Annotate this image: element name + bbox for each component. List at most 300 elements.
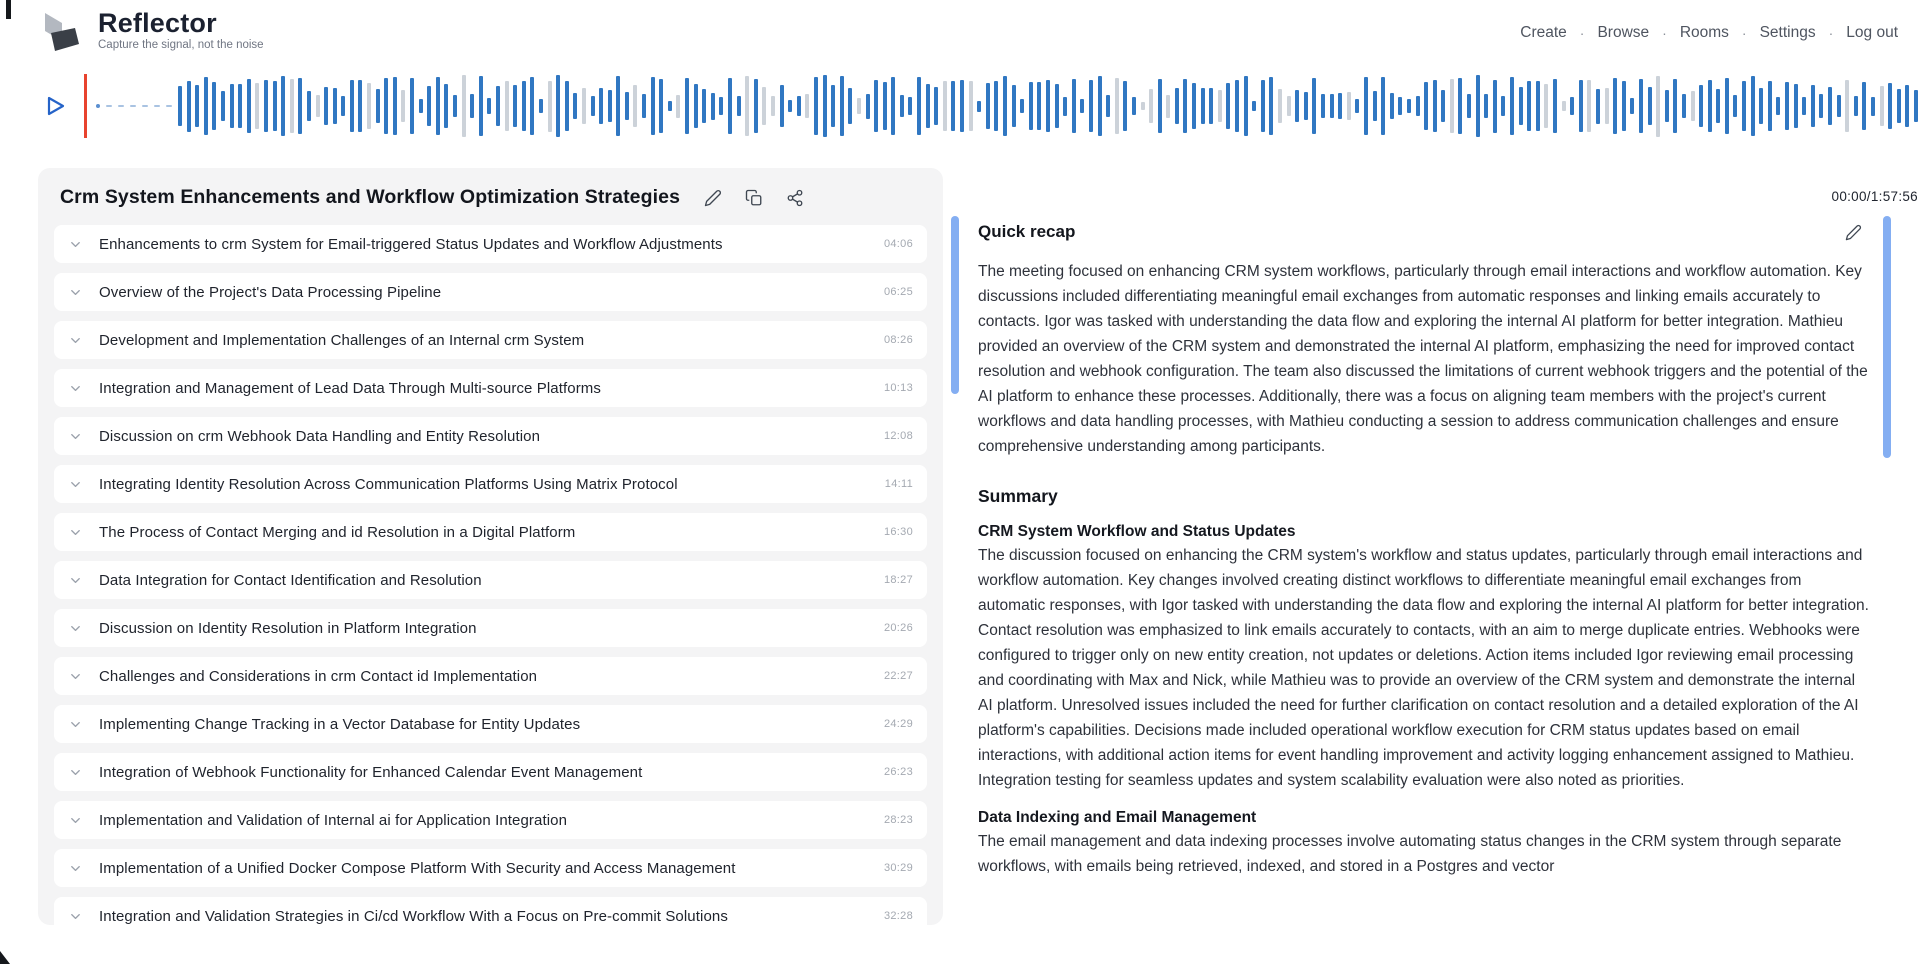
- waveform-bar: [1630, 98, 1634, 114]
- topic-row[interactable]: [54, 657, 927, 695]
- waveform-bar: [1063, 97, 1067, 116]
- waveform-bar: [539, 99, 543, 113]
- waveform-bar: [685, 78, 689, 135]
- waveform-bar: [780, 85, 784, 127]
- waveform-bar: [1295, 90, 1299, 121]
- waveform-bar: [1794, 84, 1798, 127]
- waveform-bar: [565, 81, 569, 132]
- waveform-bar: [591, 96, 595, 117]
- share-icon: [786, 189, 804, 207]
- waveform-bar: [711, 93, 715, 120]
- waveform-bar: [1175, 88, 1179, 124]
- waveform-bar: [1441, 90, 1445, 122]
- waveform-bar: [1914, 90, 1918, 122]
- waveform-bar: [573, 93, 577, 118]
- waveform-silence-dash: [154, 105, 160, 108]
- chevron-down-icon[interactable]: [68, 333, 83, 348]
- waveform-bar: [1501, 96, 1505, 116]
- waveform-bar: [436, 77, 440, 134]
- waveform-bar: [1759, 88, 1763, 125]
- waveform-bar: [453, 95, 457, 117]
- waveform-bar: [1347, 92, 1351, 121]
- waveform-bar: [694, 84, 698, 127]
- chevron-down-icon: [68, 285, 83, 300]
- chevron-down-icon: [68, 237, 83, 252]
- waveform-bar: [1029, 82, 1033, 130]
- chevron-down-icon[interactable]: [68, 717, 83, 732]
- nav-separator: ·: [1662, 25, 1667, 41]
- waveform-bar: [1811, 85, 1815, 127]
- waveform-bar: [548, 81, 552, 132]
- topic-row[interactable]: [54, 801, 927, 839]
- topic-row[interactable]: [54, 705, 927, 743]
- waveform-bar: [522, 81, 526, 131]
- topic-label: Integration and Validation Strategies in Ci/cd Workflow With a Focus on Pre-commit Solutions: [99, 907, 728, 925]
- waveform-bar: [264, 80, 268, 132]
- waveform-silence-dash: [106, 105, 112, 108]
- waveform-bar: [883, 82, 887, 130]
- waveform-silence-dash: [96, 104, 100, 108]
- waveform-bar: [891, 77, 895, 136]
- waveform-bar: [771, 96, 775, 115]
- waveform-bar: [668, 101, 672, 112]
- waveform-bar: [316, 95, 320, 117]
- waveform-bar: [1123, 81, 1127, 131]
- waveform-bar: [943, 81, 947, 131]
- waveform-bar: [341, 96, 345, 116]
- waveform-bar: [1115, 78, 1119, 133]
- topic-row[interactable]: [54, 753, 927, 791]
- summary-section: [978, 809, 1870, 879]
- waveform-bar: [599, 88, 603, 124]
- chevron-down-icon[interactable]: [68, 381, 83, 396]
- section-body: The discussion focused on enhancing the CRM system's workflow and status updates, particularly through email interactions and workflow automation. Key changes involved creating distinct workflows to differentiate meaningful email exchanges from automatic responses, with Igor tasked with understanding the data flow and exploring the internal AI platform for better integration. Contact resolution was emphasized to link emails accurately to contacts, with an aim to merge duplicate entries. Webhooks were configured to trigger only on new entity creation, not updates or deletions. Action items included Igor reviewing email processing and coordinating with Max and Nick, while Mathieu was to provide an overview of the CRM system and demonstrate the internal AI platform. Unresolved issues included the need for further clarification on contact resolution and a detailed exploration of the AI platform's capabilities. Decisions made included operational workflow execution for CRM status updates based on email interactions, with additional action items for event handling improvement and activity logging enhancement assigned to Mathieu. Integration testing for seamless updates and system scalability evaluation were also noted as priorities.: [978, 547, 1869, 789]
- waveform-bar: [367, 83, 371, 129]
- waveform-bar: [350, 80, 354, 131]
- copy-icon: [745, 189, 763, 207]
- waveform-bar: [934, 87, 938, 125]
- waveform-bar: [1261, 80, 1265, 132]
- chevron-down-icon: [68, 525, 83, 540]
- topic-label: Integration of Webhook Functionality for Enhanced Calendar Event Management: [99, 763, 643, 781]
- waveform-silence-dash: [166, 105, 172, 108]
- waveform-bar: [900, 95, 904, 117]
- playhead-cursor[interactable]: [84, 74, 87, 138]
- waveform-bar: [487, 98, 491, 114]
- play-icon: [47, 96, 65, 116]
- screen-artifact: [0, 951, 10, 964]
- waveform-bar: [702, 89, 706, 124]
- waveform-bar: [1458, 78, 1462, 134]
- waveform-bar: [960, 80, 964, 131]
- waveform-bar: [212, 82, 216, 130]
- waveform-bar: [1149, 89, 1153, 124]
- edit-recap-button[interactable]: [1845, 224, 1862, 241]
- waveform-bar: [204, 77, 208, 135]
- topic-row[interactable]: [54, 225, 927, 263]
- waveform-bar: [1278, 89, 1282, 123]
- waveform-bar: [1424, 82, 1428, 130]
- waveform-bar: [1183, 79, 1187, 133]
- topic-row[interactable]: [54, 321, 927, 359]
- waveform-bar: [230, 84, 234, 128]
- topic-row[interactable]: [54, 897, 927, 925]
- waveform-bar: [1312, 78, 1316, 133]
- waveform-bar: [1450, 79, 1454, 132]
- waveform-bar: [1613, 78, 1617, 134]
- waveform-bar: [307, 91, 311, 121]
- chevron-down-icon: [68, 573, 83, 588]
- chevron-down-icon: [68, 477, 83, 492]
- topic-label: Integrating Identity Resolution Across Communication Platforms Using Matrix Protocol: [99, 475, 678, 493]
- waveform-bar: [1381, 77, 1385, 134]
- waveform-bar: [762, 87, 766, 125]
- topic-label: Data Integration for Contact Identification and Resolution: [99, 571, 482, 589]
- quick-recap-body: The meeting focused on enhancing CRM system workflows, particularly through email interactions and workflow automation. Key discussions included differentiating meaningful email exchanges from automatic responses and linking emails accurately to contacts. Igor was tasked with understanding the data flow and exploring the internal AI platform for better integration. Mathieu provided an overview of the CRM system and demonstrated the internal AI platform, emphasizing the need for improved contact resolution and webhook configuration. The team also discussed the limitations of current webhook triggers and the potential of the AI platform to enhance these processes. Additionally, there was a focus on aligning team members with the project's current workflows and data handling processes, with Mathieu conducting a session to address communication challenges and ensure comprehensive understanding among participants.: [978, 263, 1868, 455]
- waveform-bar: [187, 81, 191, 132]
- chevron-down-icon: [68, 621, 83, 636]
- waveform-bar: [1837, 95, 1841, 117]
- waveform-bar: [608, 90, 612, 123]
- waveform-bar: [1493, 80, 1497, 133]
- nav-settings[interactable]: Settings: [1759, 24, 1816, 41]
- waveform-bar: [857, 98, 861, 115]
- waveform-bar: [676, 95, 680, 118]
- waveform-bar: [496, 86, 500, 126]
- nav-separator: ·: [1828, 25, 1834, 41]
- waveform-bar: [908, 97, 912, 116]
- waveform-bar: [410, 78, 414, 135]
- nav-rooms[interactable]: Rooms: [1679, 24, 1729, 41]
- nav-create[interactable]: Create: [1520, 24, 1567, 41]
- topic-timestamp: 12:08: [883, 430, 913, 442]
- waveform-bar: [1244, 76, 1248, 136]
- topic-label: Overview of the Project's Data Processing Pipeline: [99, 283, 442, 301]
- topic-label: Enhancements to crm System for Email-triggered Status Updates and Workflow Adjustments: [99, 235, 723, 253]
- topic-timestamp: 28:23: [883, 814, 913, 826]
- waveform-bar: [582, 88, 586, 124]
- nav-browse[interactable]: Browse: [1597, 24, 1650, 41]
- waveform-bar: [393, 77, 397, 135]
- topic-row[interactable]: [54, 513, 927, 551]
- topic-row[interactable]: [54, 369, 927, 407]
- waveform-bar: [1562, 101, 1566, 111]
- chevron-down-icon[interactable]: [68, 429, 83, 444]
- waveform-bar: [273, 81, 277, 132]
- waveform-bar: [1802, 97, 1806, 115]
- chevron-down-icon[interactable]: [68, 573, 83, 588]
- chevron-down-icon: [68, 813, 83, 828]
- waveform-bar: [324, 87, 328, 125]
- waveform-bar: [1699, 85, 1703, 128]
- waveform-bar: [737, 96, 741, 117]
- topic-label: Development and Implementation Challenges of an Internal crm System: [99, 331, 585, 349]
- waveform-bar: [951, 81, 955, 131]
- summary-scrollbar[interactable]: [1883, 216, 1891, 458]
- waveform-bar: [1708, 80, 1712, 131]
- waveform-bar: [1510, 77, 1514, 134]
- waveform-track[interactable]: [96, 74, 1920, 138]
- waveform-bar: [427, 86, 431, 127]
- waveform-bar: [290, 79, 294, 133]
- waveform-bar: [479, 76, 483, 135]
- waveform-bar: [866, 94, 870, 119]
- waveform-bar: [298, 78, 302, 134]
- waveform-bar: [977, 101, 981, 112]
- waveform-bar: [633, 85, 637, 128]
- waveform-bar: [917, 77, 921, 136]
- waveform-bar: [1785, 82, 1789, 129]
- waveform-silence-dash: [142, 105, 148, 108]
- nav-separator: ·: [1579, 25, 1585, 41]
- topic-label: The Process of Contact Merging and id Resolution in a Digital Platform: [99, 523, 576, 541]
- waveform-bar: [1364, 77, 1368, 136]
- topic-timestamp: 20:26: [883, 622, 913, 634]
- waveform-bar: [1080, 99, 1084, 114]
- waveform-bar: [444, 84, 448, 129]
- waveform-bar: [659, 79, 663, 133]
- time-display: 00:00/1:57:56: [1831, 189, 1918, 204]
- waveform-bar: [1020, 99, 1024, 112]
- waveform-bar: [384, 78, 388, 134]
- copy-title-button[interactable]: [745, 189, 763, 207]
- waveform-bar: [1544, 84, 1548, 127]
- play-button[interactable]: [46, 96, 66, 118]
- waveform-bar: [1639, 79, 1643, 133]
- waveform-bar: [1570, 97, 1574, 115]
- chevron-down-icon[interactable]: [68, 237, 83, 252]
- waveform-bar: [462, 75, 466, 137]
- waveform-bar: [797, 96, 801, 117]
- pencil-icon: [1845, 224, 1862, 241]
- waveform-bar: [401, 90, 405, 122]
- waveform-bar: [1776, 97, 1780, 116]
- waveform-bar: [994, 81, 998, 131]
- waveform-bar: [513, 85, 517, 127]
- topic-row[interactable]: [54, 273, 927, 311]
- waveform-bar: [1854, 96, 1858, 115]
- waveform-bar: [238, 84, 242, 127]
- waveform-bar: [1209, 88, 1213, 124]
- waveform-bar: [1527, 81, 1531, 131]
- top-nav: [1520, 24, 1898, 42]
- topic-timestamp: 26:23: [883, 766, 913, 778]
- topic-timestamp: 08:26: [883, 334, 913, 346]
- topic-label: Implementation of a Unified Docker Compose Platform With Security and Access Management: [99, 859, 736, 877]
- waveform-bar: [1725, 78, 1729, 135]
- topic-row[interactable]: [54, 561, 927, 599]
- topic-label: Implementation and Validation of Internal ai for Application Integration: [99, 811, 568, 829]
- waveform-bar: [1158, 79, 1162, 133]
- section-heading: Data Indexing and Email Management: [978, 809, 1257, 826]
- waveform-bar: [1656, 76, 1660, 137]
- waveform-bar: [1398, 97, 1402, 115]
- waveform-bar: [874, 80, 878, 132]
- edit-title-button[interactable]: [704, 189, 722, 207]
- waveform-bar: [1072, 79, 1076, 133]
- waveform-bar: [530, 77, 534, 135]
- waveform-bar: [1106, 95, 1110, 117]
- waveform-silence-dash: [130, 105, 136, 108]
- waveform-bar: [1553, 79, 1557, 133]
- waveform-bar: [805, 94, 809, 118]
- waveform-bar: [1141, 102, 1145, 110]
- chevron-down-icon: [68, 669, 83, 684]
- waveform-bar: [719, 97, 723, 115]
- waveform-bar: [1819, 94, 1823, 119]
- waveform-bar: [1691, 91, 1695, 120]
- header: [0, 0, 1924, 66]
- waveform-bar: [1716, 89, 1720, 123]
- section-body: The email management and data indexing processes involve automating status changes in the CRM system through separate workflows, with emails being retrieved, indexed, and stored in a Postgres and vector: [978, 833, 1842, 875]
- waveform-bar: [1407, 99, 1411, 113]
- waveform-bar: [556, 75, 560, 137]
- waveform-bar: [1433, 80, 1437, 131]
- waveform-bar: [1321, 94, 1325, 117]
- waveform-bar: [1003, 76, 1007, 137]
- waveform-bar: [1269, 77, 1273, 135]
- waveform-bar: [247, 79, 251, 132]
- topic-label: Integration and Management of Lead Data Through Multi-source Platforms: [99, 379, 601, 397]
- chevron-down-icon: [68, 717, 83, 732]
- waveform-bar: [1226, 83, 1230, 129]
- topics-card: [38, 168, 943, 925]
- waveform-bar: [1828, 87, 1832, 124]
- waveform-bar: [1622, 81, 1626, 131]
- waveform-bar: [926, 84, 930, 127]
- topic-timestamp: 14:11: [884, 478, 913, 490]
- waveform-bar: [333, 88, 337, 125]
- waveform-bar: [1467, 94, 1471, 119]
- waveform-bar: [1905, 85, 1909, 127]
- app-name: Reflector: [98, 8, 217, 38]
- waveform-bar: [651, 77, 655, 135]
- app-logo[interactable]: [38, 8, 264, 56]
- waveform-bar: [642, 94, 646, 118]
- topic-timestamp: 22:27: [883, 670, 913, 682]
- waveform-bar: [1132, 97, 1136, 115]
- pencil-icon: [704, 189, 722, 207]
- waveform-bar: [823, 75, 827, 137]
- topic-timestamp: 10:13: [883, 382, 913, 394]
- waveform-bar: [1089, 80, 1093, 133]
- topic-timestamp: 32:28: [883, 910, 913, 922]
- waveform-bar: [1897, 89, 1901, 122]
- chevron-down-icon[interactable]: [68, 285, 83, 300]
- waveform-bar: [1304, 92, 1308, 121]
- waveform-bar: [1673, 79, 1677, 133]
- waveform-bar: [1579, 80, 1583, 132]
- waveform-bar: [745, 76, 749, 137]
- waveform-bar: [1751, 76, 1755, 135]
- section-heading: CRM System Workflow and Status Updates: [978, 523, 1296, 540]
- waveform-bar: [1046, 80, 1050, 131]
- waveform-bar: [969, 81, 973, 132]
- waveform-bar: [1330, 94, 1334, 119]
- waveform-bar: [376, 89, 380, 123]
- waveform-bar: [1192, 83, 1196, 128]
- waveform-bar: [221, 91, 225, 121]
- app-tagline: Capture the signal, not the noise: [98, 39, 264, 51]
- waveform-bar: [1287, 96, 1291, 115]
- waveform-bar: [178, 86, 182, 127]
- chevron-down-icon[interactable]: [68, 861, 83, 876]
- waveform-bar: [1012, 85, 1016, 127]
- topic-row[interactable]: [54, 465, 927, 503]
- topic-timestamp: 04:06: [883, 238, 913, 250]
- chevron-down-icon[interactable]: [68, 525, 83, 540]
- waveform-bar: [1218, 90, 1222, 122]
- waveform-bar: [625, 92, 629, 121]
- waveform-bar: [1235, 80, 1239, 132]
- waveform-bar: [840, 76, 844, 136]
- chevron-down-icon: [68, 909, 83, 924]
- topic-label: Discussion on Identity Resolution in Platform Integration: [99, 619, 477, 637]
- chevron-down-icon[interactable]: [68, 669, 83, 684]
- waveform-bar: [1338, 93, 1342, 118]
- chevron-down-icon: [68, 861, 83, 876]
- waveform-bar: [1862, 82, 1866, 130]
- waveform-bar: [1536, 81, 1540, 131]
- topic-row[interactable]: [54, 609, 927, 647]
- summary-panel: [978, 222, 1870, 879]
- waveform-bar: [1880, 86, 1884, 126]
- nav-logout[interactable]: Log out: [1846, 24, 1898, 41]
- share-button[interactable]: [786, 189, 804, 207]
- waveform-silence-dash: [118, 105, 124, 108]
- topic-row[interactable]: [54, 417, 927, 455]
- chevron-down-icon[interactable]: [68, 477, 83, 492]
- waveform-bar: [195, 85, 199, 126]
- waveform-bar: [1587, 80, 1591, 132]
- chevron-down-icon[interactable]: [68, 765, 83, 780]
- screen-artifact: [6, 0, 11, 19]
- waveform-bar: [1605, 88, 1609, 124]
- waveform-bar: [1252, 101, 1256, 111]
- waveform-bar: [1037, 82, 1041, 130]
- topic-timestamp: 24:29: [883, 718, 913, 730]
- waveform-bar: [1648, 87, 1652, 125]
- chevron-down-icon[interactable]: [68, 813, 83, 828]
- waveform-bar: [1201, 88, 1205, 123]
- waveform-bar: [1733, 95, 1737, 117]
- topic-row[interactable]: [54, 849, 927, 887]
- waveform-bar: [788, 100, 792, 111]
- waveform-bar: [1055, 84, 1059, 127]
- topic-label: Implementing Change Tracking in a Vector Database for Entity Updates: [99, 715, 581, 733]
- topic-timestamp: 16:30: [883, 526, 913, 538]
- quick-recap-title: Quick recap: [978, 222, 1076, 241]
- waveform-bar: [814, 77, 818, 135]
- summary-sections: [978, 523, 1870, 879]
- chevron-down-icon: [68, 381, 83, 396]
- logo-icon: [38, 8, 84, 56]
- nav-separator: ·: [1741, 25, 1747, 41]
- waveform-bar: [1682, 94, 1686, 117]
- waveform-bar: [1355, 99, 1359, 113]
- waveform-bar: [255, 83, 259, 128]
- topics-scrollbar[interactable]: [951, 216, 959, 394]
- waveform-bar: [1871, 97, 1875, 116]
- waveform-bar: [419, 99, 423, 114]
- waveform-bar: [831, 85, 835, 127]
- summary-section: [978, 523, 1870, 793]
- waveform-bar: [1098, 76, 1102, 136]
- topic-timestamp: 18:27: [883, 574, 913, 586]
- chevron-down-icon[interactable]: [68, 621, 83, 636]
- waveform-bar: [616, 76, 620, 137]
- chevron-down-icon[interactable]: [68, 909, 83, 924]
